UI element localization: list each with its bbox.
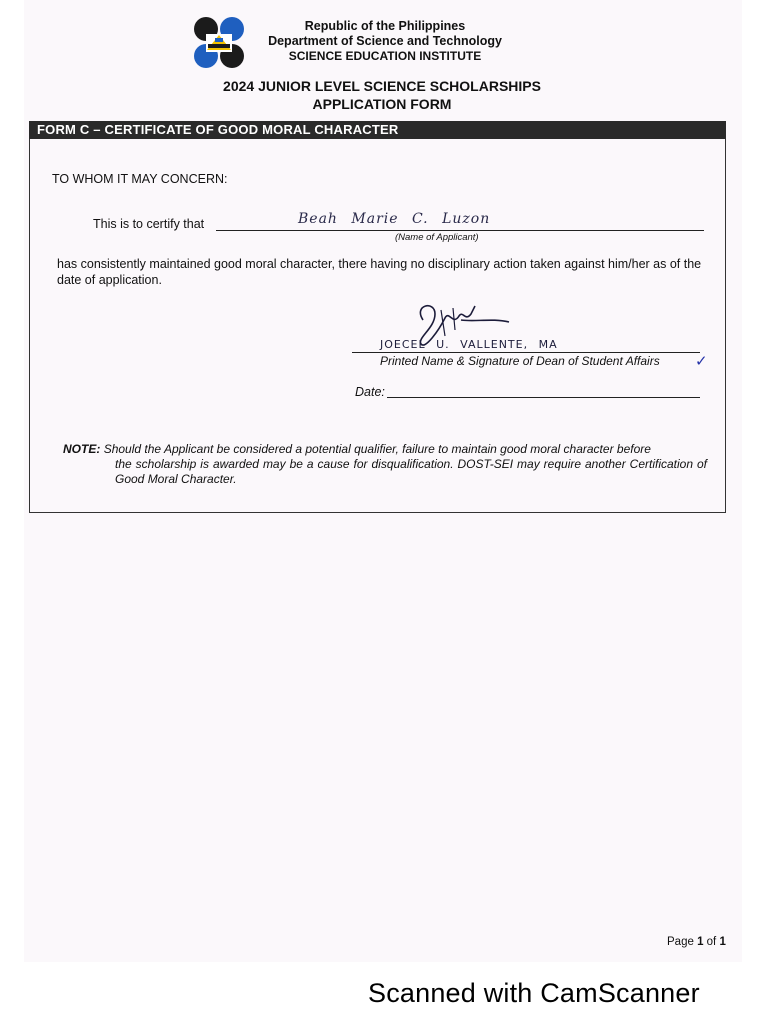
scanner-watermark: Scanned with CamScanner (368, 978, 700, 1008)
form-title: 2024 JUNIOR LEVEL SCIENCE SCHOLARSHIPS (223, 78, 541, 94)
section-title: FORM C – CERTIFICATE OF GOOD MORAL CHARACTER (37, 122, 399, 137)
page-current: 1 (697, 936, 704, 948)
note-text-first: Should the Applicant be considered a potential qualifier, failure to maintain good moral character before (103, 442, 651, 456)
page-total: 1 (719, 936, 726, 948)
applicant-name-field: Beah Marie C. Luzon (298, 211, 491, 227)
salutation: TO WHOM IT MAY CONCERN: (52, 172, 228, 186)
page-of: of (703, 936, 720, 948)
header-department: Department of Science and Technology (268, 34, 502, 48)
header-institute: SCIENCE EDUCATION INSTITUTE (288, 49, 482, 63)
signature-caption: Printed Name & Signature of Dean of Student Affairs (380, 354, 660, 368)
certification-statement: has consistently maintained good moral character, there having no disciplinary action taken against him/her as of the date of application. (57, 257, 702, 287)
header-republic: Republic of the Philippines (304, 19, 466, 33)
signer-printed-name: JOECEL U. VALLENTE, MA (380, 338, 558, 351)
check-mark-icon: ✓ (695, 353, 708, 370)
applicant-name-line (216, 230, 704, 231)
form-subtitle: APPLICATION FORM (312, 96, 452, 112)
date-label: Date: (355, 385, 385, 399)
page-number (667, 936, 726, 948)
dost-logo-icon (192, 16, 246, 70)
signature-line (352, 352, 700, 353)
certify-text: This is to certify that (93, 217, 205, 231)
note-first-line (63, 442, 708, 457)
date-field-line (387, 397, 700, 398)
note-text-rest: the scholarship is awarded may be a cause for disqualification. DOST-SEI may require another Certification of Good Moral Character. (115, 457, 707, 486)
page-prefix: Page (667, 936, 698, 948)
note-label: NOTE: (63, 442, 101, 456)
applicant-name-caption: (Name of Applicant) (395, 232, 479, 243)
